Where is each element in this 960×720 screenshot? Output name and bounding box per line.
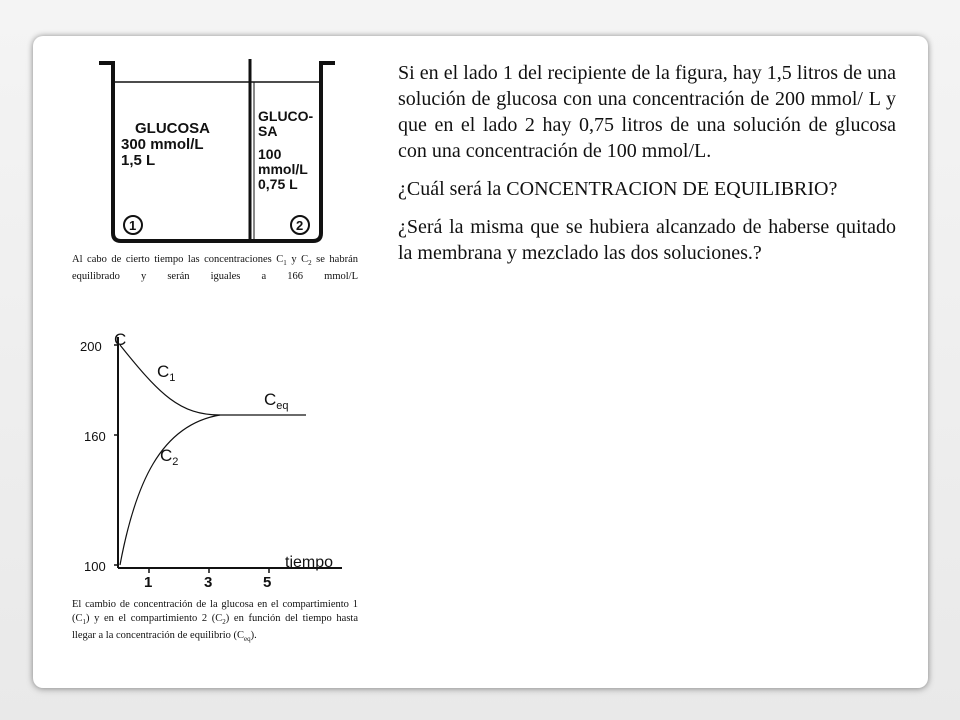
- curve-c2: [120, 415, 220, 565]
- caption-text: y C: [286, 254, 309, 265]
- y-tick-160: 160: [84, 429, 106, 444]
- caption-text: El cambio de concentración de la glucosa en el compartimiento 1 (C: [72, 599, 358, 624]
- caption-text: ).: [250, 630, 257, 642]
- caption-subscript: 1: [283, 259, 287, 268]
- right-label-5: 0,75 L: [258, 176, 298, 192]
- label-ceq: [264, 390, 289, 412]
- caption-text: Al cabo de cierto tiempo las concentraciones C: [72, 254, 284, 265]
- label-ceq-main: C: [264, 390, 277, 409]
- compartment-1-number: 1: [129, 218, 137, 233]
- paragraph-problem: Si en el lado 1 del recipiente de la figura, hay 1,5 litros de una solución de glucosa con una concentración de 200 mmol/ L y que en el lado 2 hay 0,75 litros de una solución de glucosa con una concentración de 100 mmol/L.: [398, 62, 896, 162]
- label-c1: [157, 362, 175, 384]
- label-c2-sub: 2: [172, 456, 179, 468]
- label-c2-main: C: [160, 446, 173, 465]
- x-tick-3: 3: [204, 574, 213, 591]
- problem-text: [398, 60, 896, 278]
- right-label-3: 100: [258, 146, 282, 162]
- caption-subscript: 2: [308, 259, 312, 268]
- right-label-1: GLUCO-: [258, 108, 314, 124]
- caption-graph: [72, 598, 358, 646]
- caption-beaker: [72, 253, 358, 284]
- concentration-graph: [80, 325, 350, 595]
- y-tick-100: 100: [84, 559, 106, 574]
- x-tick-5: 5: [263, 574, 272, 591]
- y-tick-200: 200: [80, 339, 102, 354]
- caption-text: ) en función del tiempo hasta llegar a la concentración de equilibrio (C: [72, 613, 359, 642]
- caption-subscript: 1: [82, 618, 86, 627]
- compartment-2-number: 2: [296, 218, 304, 233]
- x-axis-label: tiempo: [285, 554, 334, 571]
- left-label-3: 1,5 L: [121, 152, 156, 169]
- right-label-2: SA: [258, 123, 278, 139]
- label-c1-main: C: [157, 362, 170, 381]
- label-c1-sub: 1: [169, 372, 176, 384]
- left-label-1: GLUCOSA: [135, 120, 210, 137]
- label-c2: [160, 446, 178, 468]
- x-tick-1: 1: [144, 574, 153, 591]
- paragraph-question-1: ¿Cuál será la CONCENTRACION DE EQUILIBRIO?: [398, 178, 838, 200]
- caption-subscript: 2: [222, 618, 226, 627]
- y-axis-label: C: [114, 330, 127, 349]
- beaker-figure: [85, 55, 345, 250]
- paragraph-question-2: ¿Será la misma que se hubiera alcanzado de haberse quitado la membrana y mezclado las dos soluciones.?: [398, 216, 896, 264]
- right-label-4: mmol/L: [258, 161, 308, 177]
- caption-text: ) y en el compartimiento 2 (C: [86, 613, 223, 624]
- label-ceq-sub: eq: [276, 400, 289, 412]
- left-label-2: 300 mmol/L: [121, 136, 204, 153]
- caption-text: se habrán equilibrado y serán iguales a 166 mmol/L: [72, 254, 358, 283]
- caption-subscript: eq: [244, 635, 251, 644]
